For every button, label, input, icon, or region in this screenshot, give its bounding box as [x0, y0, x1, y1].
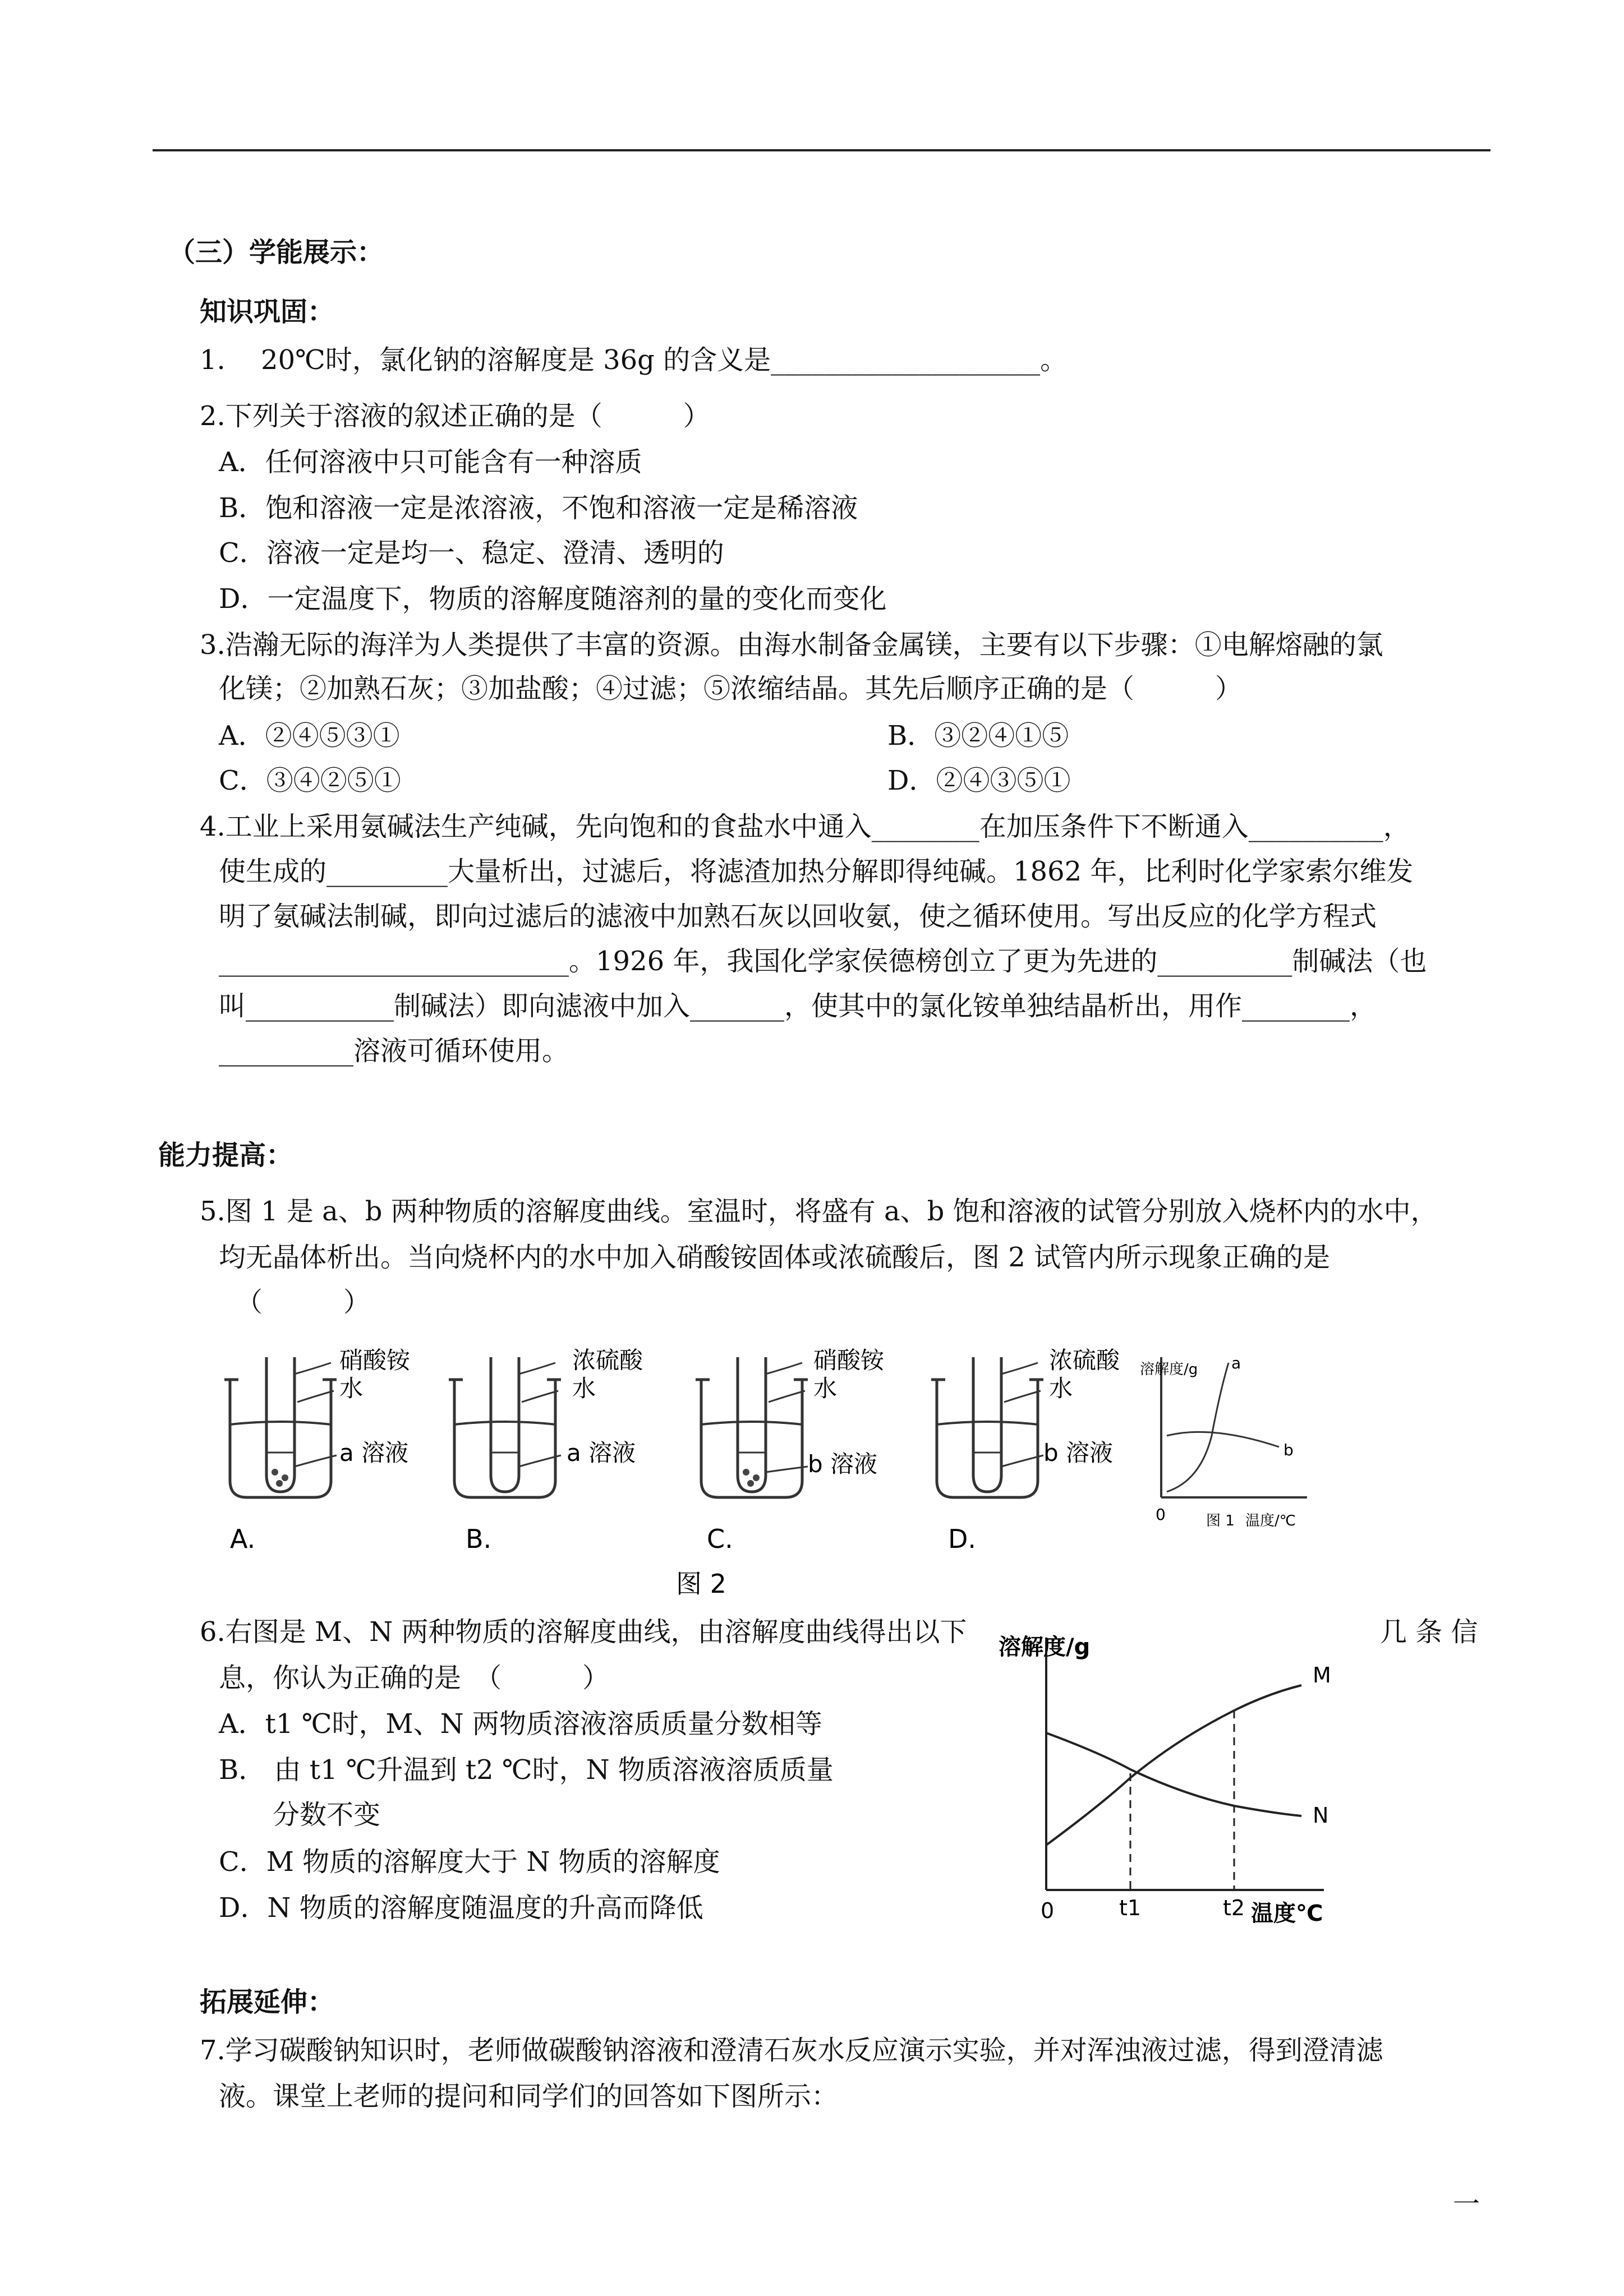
solubility-chart-mn [987, 1626, 1402, 1940]
question-4-line-5: 叫___________制碱法）即向滤液中加入_______，使其中的氯化铵单独结晶析出，用作________， [219, 990, 1377, 1022]
knowledge-title: 知识巩固： [200, 296, 335, 328]
question-6-option-a: A．t1 ℃时，M、N 两物质溶液溶质质量分数相等 [219, 1708, 822, 1740]
beaker-a [224, 1357, 337, 1497]
question-6-line-1-tail: 几 条 信 [1380, 1616, 1478, 1648]
chart-xlabel: 温度℃ [1251, 1901, 1323, 1926]
extend-title: 拓展延伸： [200, 1986, 335, 2018]
beaker-b-label-bottom: a 溶液 [567, 1439, 636, 1467]
chart-origin: 0 [1041, 1898, 1055, 1923]
question-3-option-a: A．②④⑤③① [219, 720, 400, 751]
figure-2-caption: 图 2 [676, 1569, 726, 1599]
page-footer-mark: 一 [1453, 2188, 1480, 2220]
beaker-c-label-top: 硝酸铵 [813, 1347, 885, 1374]
mini-chart-xlabel: 温度/℃ [1245, 1513, 1296, 1529]
question-5-line-3: （ ） [236, 1287, 371, 1318]
beaker-c-label-bottom: b 溶液 [808, 1450, 878, 1478]
question-3-line-2: 化镁；②加熟石灰；③加盐酸；④过滤；⑤浓缩结晶。其先后顺序正确的是（ ） [219, 673, 1243, 704]
beaker-c-letter: C. [707, 1524, 733, 1554]
section-title: （三）学能展示： [168, 237, 384, 268]
mini-curve-b [1167, 1432, 1279, 1447]
question-4-line-6: __________溶液可循环使用。 [219, 1035, 569, 1067]
question-4-line-3: 明了氨碱法制碱，即向过滤后的滤液中加熟石灰以回收氨，使之循环使用。写出反应的化学方程式 [219, 901, 1377, 932]
label-t1: t1 [1119, 1896, 1142, 1920]
question-5-line-2: 均无晶体析出。当向烧杯内的水中加入硝酸铵固体或浓硫酸后，图 2 试管内所示现象正确的是 [219, 1242, 1331, 1273]
question-2-stem: 2.下列关于溶液的叙述正确的是（ ） [200, 400, 710, 432]
question-4-line-2: 使生成的_________大量析出，过滤后，将滤渣加热分解即得纯碱。1862 年，比利时化学家索尔维发 [219, 856, 1414, 887]
question-6-option-d: D．N 物质的溶解度随温度的升高而降低 [219, 1892, 703, 1924]
label-t2: t2 [1223, 1896, 1245, 1920]
mini-chart-ylabel: 溶解度/g [1140, 1361, 1198, 1378]
question-2-option-c: C．溶液一定是均一、稳定、澄清、透明的 [219, 537, 724, 569]
question-7-line-1: 7.学习碳酸钠知识时，老师做碳酸钠溶液和澄清石灰水反应演示实验，并对浑浊液过滤，得到澄清滤 [200, 2035, 1383, 2066]
question-7-line-2: 液。课堂上老师的提问和同学们的回答如下图所示： [219, 2081, 839, 2112]
mini-chart-origin: 0 [1156, 1505, 1166, 1524]
ability-title: 能力提高： [158, 1140, 293, 1171]
question-6-option-c: C．M 物质的溶解度大于 N 物质的溶解度 [219, 1846, 720, 1878]
beaker-a-label-top: 硝酸铵 [339, 1347, 411, 1374]
label-m: M [1313, 1663, 1331, 1688]
beaker-b [449, 1357, 561, 1497]
question-2-option-b: B．饱和溶液一定是浓溶液，不饱和溶液一定是稀溶液 [219, 492, 858, 524]
mini-series-b: b [1283, 1441, 1294, 1459]
beaker-b-label-mid: 水 [572, 1375, 596, 1402]
beaker-b-letter: B. [466, 1524, 492, 1554]
question-1: 1. 20℃时，氯化钠的溶解度是 36g 的含义是____________________。 [200, 344, 1068, 376]
question-4-line-1: 4.工业上采用氨碱法生产纯碱，先向饱和的食盐水中通入________在加压条件下不断通入__________， [200, 811, 1410, 842]
question-2-option-a: A．任何溶液中只可能含有一种溶质 [219, 446, 642, 478]
beaker-b-label-top: 浓硫酸 [572, 1347, 643, 1374]
question-6-option-b-cont: 分数不变 [219, 1799, 381, 1831]
question-3-option-b: B．③②④①⑤ [887, 720, 1069, 751]
chart-ylabel-text: 溶解度/g [999, 1634, 1091, 1660]
mini-chart-caption: 图 1 [1206, 1513, 1235, 1529]
header-rule [153, 149, 1490, 151]
beaker-d [931, 1357, 1043, 1497]
figure-2 [202, 1335, 1318, 1604]
mini-curve-a [1167, 1363, 1229, 1492]
mini-series-a: a [1231, 1354, 1241, 1372]
beaker-a-label-bottom: a 溶液 [339, 1439, 409, 1467]
beaker-a-label-mid: 水 [339, 1375, 364, 1402]
chart-ylabel [999, 1634, 1090, 1660]
question-3-option-c: C．③④②⑤① [219, 765, 401, 796]
question-6-option-b: B． 由 t1 ℃升温到 t2 ℃时，N 物质溶液溶质质量 [219, 1754, 834, 1786]
question-2-option-d: D．一定温度下，物质的溶解度随溶剂的量的变化而变化 [219, 583, 887, 615]
question-6-line-2: 息，你认为正确的是 （ ） [219, 1662, 610, 1694]
beaker-d-label-mid: 水 [1049, 1375, 1073, 1402]
question-6-line-1: 6.右图是 M、N 两种物质的溶解度曲线，由溶解度曲线得出以下 [200, 1616, 967, 1648]
beaker-c-label-mid: 水 [813, 1375, 838, 1402]
beaker-d-label-bottom: b 溶液 [1043, 1439, 1114, 1467]
beaker-a-letter: A. [230, 1524, 256, 1554]
question-3-line-1: 3.浩瀚无际的海洋为人类提供了丰富的资源。由海水制备金属镁，主要有以下步骤：①电解熔融的氯 [200, 629, 1383, 661]
question-4-line-4: __________________________。1926 年，我国化学家侯德榜创立了更为先进的__________制碱法（也 [219, 946, 1427, 977]
label-n: N [1313, 1803, 1329, 1828]
question-5-line-1: 5.图 1 是 a、b 两种物质的溶解度曲线。室温时，将盛有 a、b 饱和溶液的试管分别放入烧杯内的水中， [200, 1196, 1438, 1227]
beaker-c [696, 1357, 808, 1497]
beaker-d-label-top: 浓硫酸 [1049, 1347, 1120, 1374]
question-3-option-d: D．②④③⑤① [887, 765, 1071, 796]
beaker-d-letter: D. [948, 1524, 977, 1554]
curve-m [1046, 1685, 1301, 1845]
figure-1-mini-chart [1140, 1354, 1307, 1529]
